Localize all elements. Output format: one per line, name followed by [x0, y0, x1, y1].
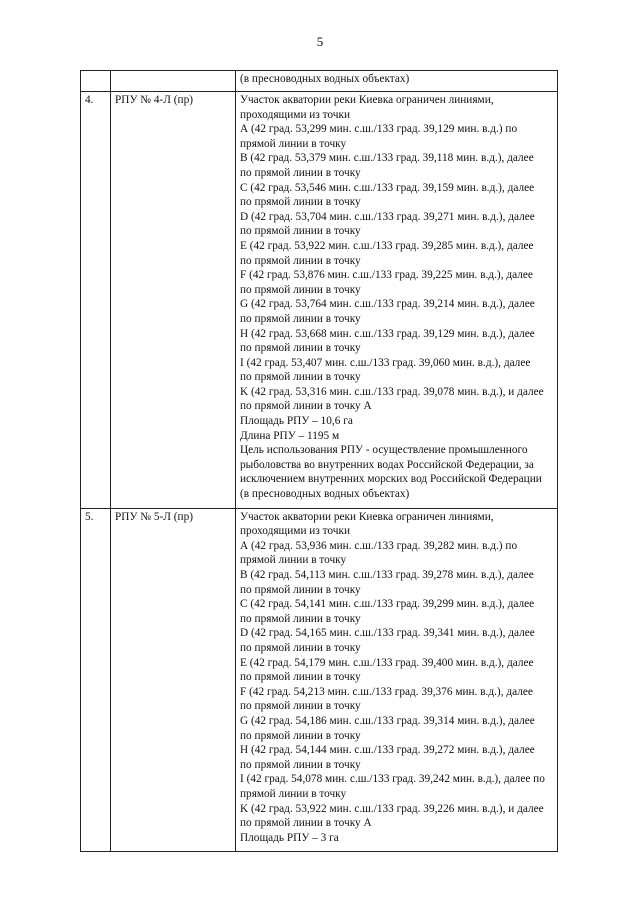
description-line: по прямой линии в точку [240, 729, 361, 742]
description-line: С (42 град. 54,141 мин. с.ш./133 град. 39,299 мин. в.д.), далее [240, 598, 535, 611]
description-line: Длина РПУ – 1195 м [240, 429, 340, 442]
description-line: по прямой линии в точку [240, 166, 361, 179]
description-line: исключением внутренних морских вод Российской Федерации [240, 473, 542, 486]
description-line: Участок акватории реки Киевка ограничен линиями, [240, 510, 494, 523]
cell-name [111, 92, 236, 509]
continuation-text: (в пресноводных водных объектах) [240, 73, 410, 85]
description-line: по прямой линии в точку [240, 196, 361, 209]
description-line: А (42 град. 53,936 мин. с.ш./133 град. 39,282 мин. в.д.) по [240, 539, 518, 552]
description-line: по прямой линии в точку А [240, 400, 372, 413]
description-line: Н (42 град. 53,668 мин. с.ш./133 град. 39,129 мин. в.д.), далее [240, 327, 535, 340]
description-line: по прямой линии в точку [240, 641, 361, 654]
description-line: K (42 град. 53,922 мин. с.ш./133 град. 39,226 мин. в.д.), и далее [240, 802, 544, 815]
cell-description [236, 508, 558, 852]
description-line: В (42 град. 53,379 мин. с.ш./133 град. 39,118 мин. в.д.), далее [240, 152, 534, 165]
row-number: 5. [85, 510, 94, 523]
description-line: Площадь РПУ – 3 га [240, 831, 339, 844]
description-line: В (42 град. 54,113 мин. с.ш./133 град. 39,278 мин. в.д.), далее [240, 569, 534, 581]
description-line: Цель использования РПУ - осуществление промышленного [240, 444, 528, 457]
description-line: G (42 град. 53,764 мин. с.ш./133 град. 39,214 мин. в.д.), далее [240, 298, 535, 311]
description-line: рыболовства во внутренних водах Российской Федерации, за [240, 458, 534, 471]
cell-num [81, 92, 111, 509]
description-line: I (42 град. 53,407 мин. с.ш./133 град. 39,060 мин. в.д.), далее [240, 356, 531, 369]
description-line: С (42 град. 53,546 мин. с.ш./133 град. 39,159 мин. в.д.), далее [240, 181, 535, 194]
description-line: D (42 град. 53,704 мин. с.ш./133 град. 39,271 мин. в.д.), далее [240, 210, 535, 223]
description-line: прямой линии в точку [240, 554, 347, 567]
description-line: прямой линии в точку [240, 137, 347, 150]
cell-name [111, 71, 236, 92]
description-line: Участок акватории реки Киевка ограничен линиями, [240, 94, 494, 106]
cell-num [81, 71, 111, 92]
table-row-continuation [81, 71, 558, 92]
description-line: D (42 град. 54,165 мин. с.ш./133 град. 39,341 мин. в.д.), далее [240, 627, 535, 640]
description-line: Н (42 град. 54,144 мин. с.ш./133 град. 39,272 мин. в.д.), далее [240, 744, 535, 757]
description-line: G (42 град. 54,186 мин. с.ш./133 град. 39,314 мин. в.д.), далее [240, 714, 535, 727]
description-line: K (42 град. 53,316 мин. с.ш./133 град. 39,078 мин. в.д.), и далее [240, 385, 544, 398]
table-row [81, 92, 558, 509]
row-number: 4. [85, 94, 94, 106]
description-line: F (42 град. 54,213 мин. с.ш./133 град. 39,376 мин. в.д.), далее [240, 685, 533, 698]
page-number: 5 [316, 34, 324, 49]
area-name: РПУ № 5-Л (пр) [115, 510, 193, 523]
description-line: прямой линии в точку [240, 787, 347, 800]
description-line: по прямой линии в точку [240, 671, 361, 684]
description-line: Е (42 град. 54,179 мин. с.ш./133 град. 39,400 мин. в.д.), далее [240, 656, 534, 669]
cell-description [236, 92, 558, 509]
description-line: Площадь РПУ – 10,6 га [240, 415, 353, 428]
table-row [81, 508, 558, 852]
description-line: по прямой линии в точку [240, 254, 361, 267]
description-line: (в пресноводных водных объектах) [240, 488, 410, 501]
description-line: по прямой линии в точку [240, 612, 361, 625]
description-line: I (42 град. 54,078 мин. с.ш./133 град. 39,242 мин. в.д.), далее по [240, 773, 545, 786]
description-line: по прямой линии в точку [240, 758, 361, 771]
cell-name [111, 508, 236, 852]
cell-num [81, 508, 111, 852]
cell-description [236, 71, 558, 92]
fishing-areas-table [80, 70, 558, 852]
description-line: А (42 град. 53,299 мин. с.ш./133 град. 39,129 мин. в.д.) по [240, 123, 518, 136]
description-line: Е (42 град. 53,922 мин. с.ш./133 град. 39,285 мин. в.д.), далее [240, 239, 534, 252]
description-line: по прямой линии в точку [240, 312, 361, 325]
description-line: по прямой линии в точку [240, 283, 361, 296]
description-line: проходящими из точки [240, 108, 351, 121]
description-line: по прямой линии в точку [240, 342, 361, 355]
description-line: по прямой линии в точку А [240, 817, 372, 830]
description-line: F (42 град. 53,876 мин. с.ш./133 град. 39,225 мин. в.д.), далее [240, 269, 533, 282]
description-line: по прямой линии в точку [240, 583, 361, 596]
description-line: проходящими из точки [240, 525, 351, 538]
description-line: по прямой линии в точку [240, 700, 361, 713]
description-line: по прямой линии в точку [240, 225, 361, 238]
area-name: РПУ № 4-Л (пр) [115, 94, 193, 106]
description-line: по прямой линии в точку [240, 371, 361, 384]
